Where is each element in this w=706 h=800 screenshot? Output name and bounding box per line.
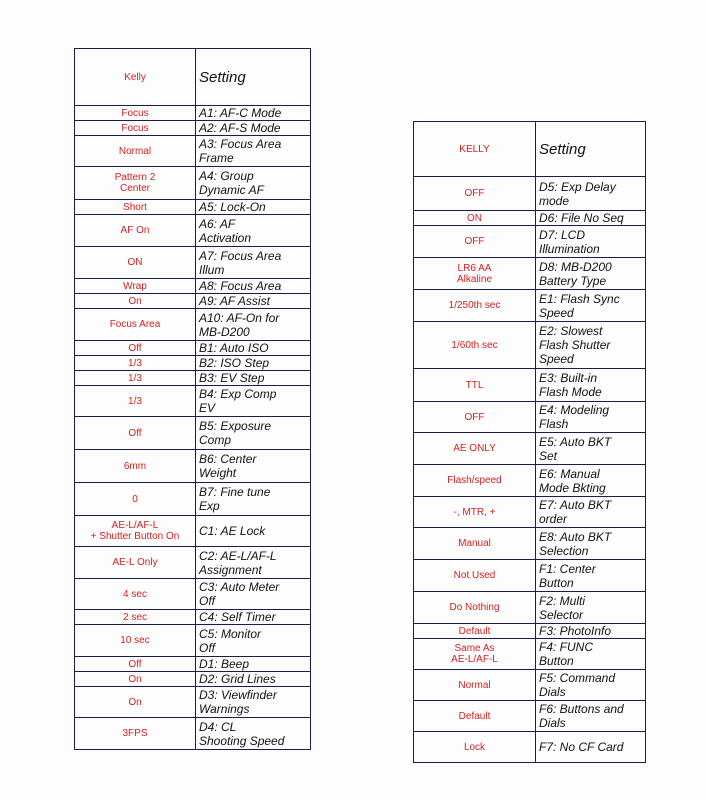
table-row bbox=[75, 718, 311, 750]
value-cell bbox=[414, 369, 536, 402]
setting-value: On bbox=[128, 696, 142, 708]
value-cell bbox=[75, 450, 196, 483]
setting-value: Wrap bbox=[123, 280, 147, 292]
table-row bbox=[414, 290, 646, 322]
left-settings-table bbox=[74, 48, 311, 750]
setting-label: A7: Focus Area Illum bbox=[199, 248, 282, 277]
setting-value: Focus bbox=[121, 107, 149, 119]
value-cell bbox=[75, 215, 196, 247]
value-cell bbox=[414, 624, 536, 639]
table-row bbox=[414, 497, 646, 528]
setting-value: Flash/speed bbox=[447, 475, 502, 486]
value-cell bbox=[414, 258, 536, 290]
setting-value: 1/250th sec bbox=[448, 300, 501, 311]
owner-name: Kelly bbox=[124, 71, 146, 83]
setting-cell bbox=[196, 386, 311, 417]
setting-label: E7: Auto BKT order bbox=[539, 498, 612, 526]
setting-label: B2: ISO Step bbox=[199, 356, 270, 370]
right-header-row bbox=[414, 122, 646, 177]
value-cell bbox=[414, 528, 536, 560]
setting-value: Normal bbox=[118, 145, 152, 157]
setting-cell bbox=[196, 450, 311, 483]
setting-label: A10: AF-On for MB-D200 bbox=[199, 310, 280, 339]
setting-label: A8: Focus Area bbox=[199, 279, 282, 293]
setting-label: C4: Self Timer bbox=[199, 610, 276, 624]
setting-value: 1/3 bbox=[128, 395, 142, 407]
setting-cell bbox=[196, 516, 311, 547]
setting-label: C3: Auto Meter Off bbox=[199, 580, 280, 608]
setting-value: Default bbox=[458, 710, 491, 722]
table-row bbox=[75, 450, 311, 483]
value-cell bbox=[414, 433, 536, 465]
table-row bbox=[75, 625, 311, 657]
setting-value: Normal bbox=[458, 679, 491, 691]
value-cell bbox=[75, 309, 196, 341]
setting-value: Off bbox=[128, 427, 142, 439]
table-row bbox=[414, 701, 646, 732]
value-cell bbox=[75, 657, 196, 672]
setting-value: 0 bbox=[132, 493, 138, 505]
setting-cell bbox=[196, 610, 311, 625]
table-row bbox=[414, 639, 646, 670]
value-cell bbox=[75, 687, 196, 718]
table-row bbox=[414, 402, 646, 433]
value-cell bbox=[414, 592, 536, 624]
table-row bbox=[75, 610, 311, 625]
setting-label: D5: Exp Delay mode bbox=[539, 179, 616, 208]
table-row bbox=[414, 465, 646, 497]
value-cell bbox=[75, 718, 196, 750]
value-cell bbox=[75, 279, 196, 294]
value-cell bbox=[75, 294, 196, 309]
value-cell bbox=[75, 371, 196, 386]
table-row bbox=[75, 371, 311, 386]
setting-label: D3: Viewfinder Warnings bbox=[199, 688, 277, 716]
setting-value: Focus bbox=[121, 122, 149, 134]
value-cell bbox=[75, 417, 196, 450]
setting-label: E5: Auto BKT Set bbox=[539, 434, 612, 463]
table-row bbox=[414, 211, 646, 226]
value-cell bbox=[414, 670, 536, 701]
value-cell bbox=[75, 579, 196, 610]
table-row bbox=[414, 528, 646, 560]
setting-label: B4: Exp Comp EV bbox=[199, 387, 277, 415]
table-row bbox=[75, 309, 311, 341]
setting-value: Do Nothing bbox=[449, 602, 500, 613]
setting-value: Short bbox=[123, 201, 147, 213]
setting-label: F5: Command Dials bbox=[539, 671, 616, 699]
setting-cell bbox=[196, 294, 311, 309]
table-row bbox=[75, 672, 311, 687]
owner-name: KELLY bbox=[459, 143, 490, 155]
value-cell bbox=[414, 560, 536, 592]
setting-cell bbox=[536, 701, 646, 732]
table-row bbox=[75, 279, 311, 294]
setting-label: A1: AF-C Mode bbox=[199, 106, 282, 120]
setting-cell bbox=[536, 592, 646, 624]
setting-label: B5: Exposure Comp bbox=[199, 419, 272, 447]
setting-label: D8: MB-D200 Battery Type bbox=[539, 259, 612, 288]
setting-label: F6: Buttons and Dials bbox=[539, 702, 624, 730]
setting-cell bbox=[536, 177, 646, 211]
table-row bbox=[414, 369, 646, 402]
setting-cell bbox=[196, 200, 311, 215]
setting-cell bbox=[196, 341, 311, 356]
right-header-value-cell bbox=[414, 122, 536, 177]
table-row bbox=[75, 167, 311, 200]
setting-value: OFF bbox=[464, 411, 485, 423]
setting-label: D7: LCD Illumination bbox=[539, 227, 600, 256]
right-header-setting-cell bbox=[536, 122, 646, 177]
setting-label: B6: Center Weight bbox=[199, 452, 257, 480]
setting-label: E8: Auto BKT Selection bbox=[539, 529, 612, 558]
setting-value: On bbox=[128, 673, 142, 685]
setting-value: Pattern 2 Center bbox=[114, 172, 156, 194]
setting-cell bbox=[536, 402, 646, 433]
setting-value: TTL bbox=[465, 379, 484, 391]
left-header-row bbox=[75, 49, 311, 106]
value-cell bbox=[75, 672, 196, 687]
setting-cell bbox=[196, 579, 311, 610]
table-row bbox=[75, 386, 311, 417]
value-cell bbox=[75, 483, 196, 516]
setting-cell bbox=[196, 167, 311, 200]
setting-value: AE-L Only bbox=[112, 557, 158, 568]
table-row bbox=[414, 624, 646, 639]
value-cell bbox=[75, 516, 196, 547]
setting-cell bbox=[196, 215, 311, 247]
table-row bbox=[75, 516, 311, 547]
setting-label: C2: AE-L/AF-L Assignment bbox=[199, 548, 277, 577]
value-cell bbox=[75, 610, 196, 625]
setting-value: AE-L/AF-L + Shutter Button On bbox=[90, 520, 180, 542]
setting-label: A2: AF-S Mode bbox=[199, 121, 281, 135]
setting-value: Not Used bbox=[453, 570, 496, 581]
setting-label: A4: Group Dynamic AF bbox=[199, 169, 264, 197]
table-row bbox=[75, 136, 311, 167]
table-row bbox=[75, 547, 311, 579]
setting-cell bbox=[536, 226, 646, 258]
table-row bbox=[75, 247, 311, 279]
table-row bbox=[414, 258, 646, 290]
table-row bbox=[75, 657, 311, 672]
value-cell bbox=[414, 402, 536, 433]
left-header-setting-cell bbox=[196, 49, 311, 106]
setting-cell bbox=[536, 497, 646, 528]
setting-value: 1/3 bbox=[128, 372, 142, 384]
setting-label: C5: Monitor Off bbox=[199, 626, 262, 655]
value-cell bbox=[75, 341, 196, 356]
setting-label: F7: No CF Card bbox=[539, 740, 624, 754]
left-header-value-cell bbox=[75, 49, 196, 106]
setting-value: 3FPS bbox=[122, 728, 148, 739]
table-row bbox=[414, 560, 646, 592]
setting-label: A3: Focus Area Frame bbox=[199, 137, 282, 165]
setting-value: Off bbox=[128, 658, 142, 670]
setting-label: E2: Slowest Flash Shutter Speed bbox=[539, 324, 611, 366]
setting-value: Manual bbox=[458, 538, 491, 549]
table-row bbox=[414, 226, 646, 258]
setting-value: Lock bbox=[463, 741, 486, 753]
setting-value: OFF bbox=[464, 188, 485, 199]
setting-cell bbox=[536, 211, 646, 226]
setting-label: F1: Center Button bbox=[539, 561, 596, 590]
value-cell bbox=[414, 322, 536, 369]
setting-cell bbox=[536, 465, 646, 497]
setting-value: -, MTR, + bbox=[453, 506, 496, 518]
table-row bbox=[414, 433, 646, 465]
value-cell bbox=[75, 121, 196, 136]
setting-cell bbox=[196, 672, 311, 687]
setting-cell bbox=[536, 639, 646, 670]
setting-label: A9: AF Assist bbox=[199, 294, 270, 308]
setting-cell bbox=[536, 322, 646, 369]
table-row bbox=[75, 215, 311, 247]
table-row bbox=[414, 670, 646, 701]
setting-cell bbox=[196, 136, 311, 167]
setting-cell bbox=[196, 718, 311, 750]
value-cell bbox=[414, 211, 536, 226]
setting-cell bbox=[196, 687, 311, 718]
setting-value: LR6 AA Alkaline bbox=[456, 262, 493, 285]
setting-label: B3: EV Step bbox=[199, 371, 265, 385]
setting-value: Focus Area bbox=[109, 319, 161, 330]
table-row bbox=[75, 200, 311, 215]
table-row bbox=[75, 579, 311, 610]
setting-cell bbox=[196, 309, 311, 341]
setting-label: E1: Flash Sync Speed bbox=[539, 291, 620, 320]
table-row bbox=[414, 592, 646, 624]
setting-value: 2 sec bbox=[123, 611, 147, 623]
setting-value: 10 sec bbox=[120, 635, 150, 646]
setting-label: E4: Modeling Flash bbox=[539, 403, 610, 431]
setting-label: A6: AF Activation bbox=[199, 216, 252, 245]
value-cell bbox=[75, 625, 196, 657]
setting-cell bbox=[196, 106, 311, 121]
setting-label: F4: FUNC Button bbox=[539, 640, 593, 668]
setting-value: ON bbox=[127, 257, 143, 268]
setting-label: D6: File No Seq bbox=[539, 211, 624, 225]
value-cell bbox=[75, 167, 196, 200]
value-cell bbox=[414, 732, 536, 763]
value-cell bbox=[414, 465, 536, 497]
table-row bbox=[75, 341, 311, 356]
value-cell bbox=[75, 547, 196, 579]
setting-value: ON bbox=[467, 212, 482, 224]
setting-value: 4 sec bbox=[123, 588, 147, 600]
setting-label: E3: Built-in Flash Mode bbox=[539, 371, 602, 399]
value-cell bbox=[414, 639, 536, 670]
value-cell bbox=[75, 200, 196, 215]
setting-cell bbox=[536, 290, 646, 322]
setting-cell bbox=[536, 624, 646, 639]
setting-value: Off bbox=[128, 342, 142, 354]
table-row bbox=[75, 294, 311, 309]
table-row bbox=[75, 106, 311, 121]
setting-value: Default bbox=[458, 625, 491, 637]
setting-label: D4: CL Shooting Speed bbox=[199, 719, 285, 748]
setting-cell bbox=[536, 670, 646, 701]
setting-label: E6: Manual Mode Bkting bbox=[539, 466, 606, 495]
setting-value: AE ONLY bbox=[453, 443, 496, 454]
column-heading: Setting bbox=[539, 141, 586, 158]
table-row bbox=[75, 483, 311, 516]
setting-value: 1/60th sec bbox=[451, 339, 498, 351]
setting-value: 1/3 bbox=[128, 357, 142, 369]
value-cell bbox=[414, 497, 536, 528]
setting-cell bbox=[196, 547, 311, 579]
setting-value: On bbox=[128, 295, 142, 307]
setting-cell bbox=[196, 356, 311, 371]
value-cell bbox=[414, 701, 536, 732]
setting-label: C1: AE Lock bbox=[199, 524, 266, 538]
setting-cell bbox=[536, 433, 646, 465]
table-row bbox=[75, 121, 311, 136]
setting-cell bbox=[196, 625, 311, 657]
setting-cell bbox=[196, 483, 311, 516]
column-heading: Setting bbox=[199, 69, 246, 86]
setting-cell bbox=[536, 369, 646, 402]
setting-label: D2: Grid Lines bbox=[199, 672, 276, 686]
setting-cell bbox=[196, 371, 311, 386]
value-cell bbox=[75, 106, 196, 121]
table-row bbox=[75, 356, 311, 371]
setting-cell bbox=[196, 417, 311, 450]
setting-cell bbox=[196, 279, 311, 294]
setting-value: Same As AE-L/AF-L bbox=[451, 643, 498, 665]
setting-cell bbox=[196, 121, 311, 136]
setting-cell bbox=[196, 247, 311, 279]
setting-label: F3: PhotoInfo bbox=[539, 624, 612, 638]
setting-label: D1: Beep bbox=[199, 657, 250, 671]
value-cell bbox=[75, 386, 196, 417]
setting-cell bbox=[536, 528, 646, 560]
value-cell bbox=[75, 247, 196, 279]
value-cell bbox=[414, 177, 536, 211]
table-row bbox=[75, 417, 311, 450]
table-row bbox=[75, 687, 311, 718]
setting-cell bbox=[536, 258, 646, 290]
setting-cell bbox=[536, 732, 646, 763]
table-row bbox=[414, 177, 646, 211]
setting-cell bbox=[536, 560, 646, 592]
table-row bbox=[414, 322, 646, 369]
setting-value: AF On bbox=[120, 225, 150, 236]
setting-label: B1: Auto ISO bbox=[199, 341, 269, 355]
setting-cell bbox=[196, 657, 311, 672]
setting-label: B7: Fine tune Exp bbox=[199, 485, 271, 513]
setting-label: A5: Lock-On bbox=[199, 200, 266, 214]
setting-value: 6mm bbox=[123, 460, 147, 472]
value-cell bbox=[75, 356, 196, 371]
setting-value: OFF bbox=[464, 236, 485, 247]
value-cell bbox=[414, 226, 536, 258]
right-settings-table bbox=[413, 121, 646, 763]
table-row bbox=[414, 732, 646, 763]
value-cell bbox=[414, 290, 536, 322]
value-cell bbox=[75, 136, 196, 167]
setting-label: F2: Multi Selector bbox=[539, 593, 586, 622]
